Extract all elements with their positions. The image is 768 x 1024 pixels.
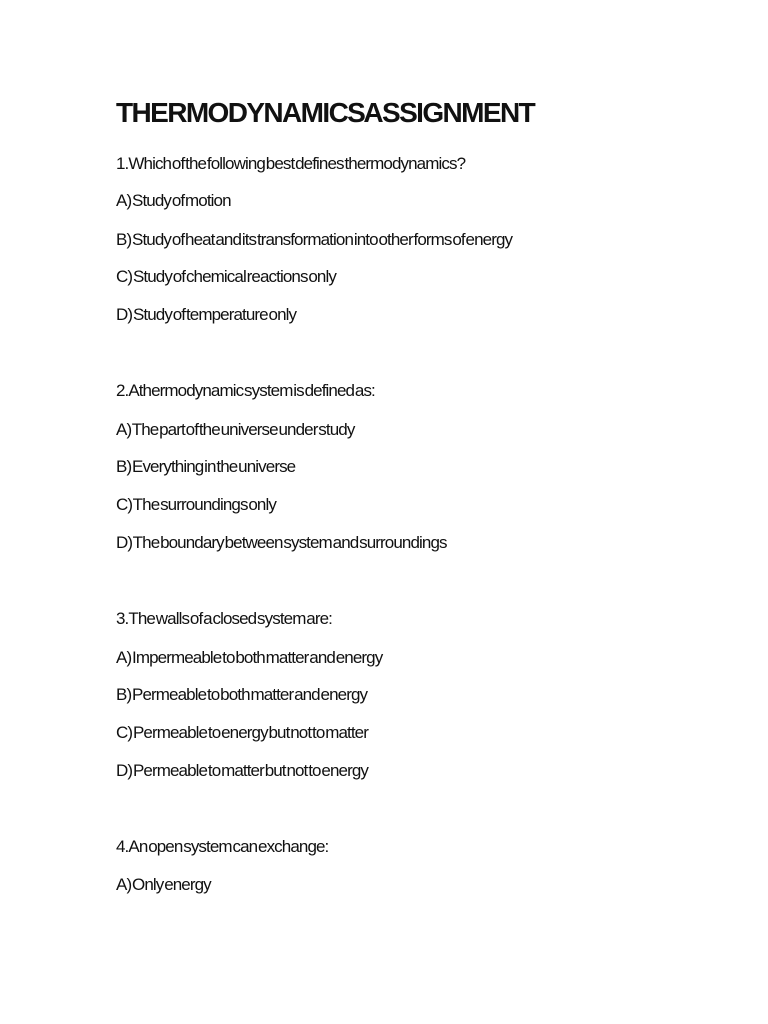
document-title: THERMODYNAMICS ASSIGNMENT (116, 97, 535, 128)
question-2-option-d: D) The boundary between system and surroundings (116, 533, 447, 552)
question-4-text: 4.An open system can exchange: (116, 837, 329, 856)
question-4-option-a: A) Only energy (116, 875, 211, 894)
question-3-option-a: A) Impermeable to both matter and energy (116, 648, 383, 667)
question-1-text: 1.Which of the following best defines thermodynamics? (116, 154, 466, 173)
question-1-option-b: B) Study of heat and its transformation into other forms of energy (116, 230, 513, 249)
question-1-option-a: A) Study of motion (116, 191, 231, 210)
question-2-option-b: B) Everything in the universe (116, 457, 296, 476)
question-3-option-b: B) Permeable to both matter and energy (116, 685, 368, 704)
question-3-option-c: C) Permeable to energy but not to matter (116, 723, 368, 742)
question-3-option-d: D) Permeable to matter but not to energy (116, 761, 368, 780)
question-2-option-c: C) The surroundings only (116, 495, 276, 514)
question-2-text: 2.A thermodynamic system is defined as: (116, 381, 375, 400)
question-1-option-c: C) Study of chemical reactions only (116, 267, 336, 286)
question-3-text: 3.The walls of a closed system are: (116, 609, 333, 628)
question-2-option-a: A) The part of the universe under study (116, 420, 355, 439)
question-1-option-d: D) Study of temperature only (116, 305, 297, 324)
